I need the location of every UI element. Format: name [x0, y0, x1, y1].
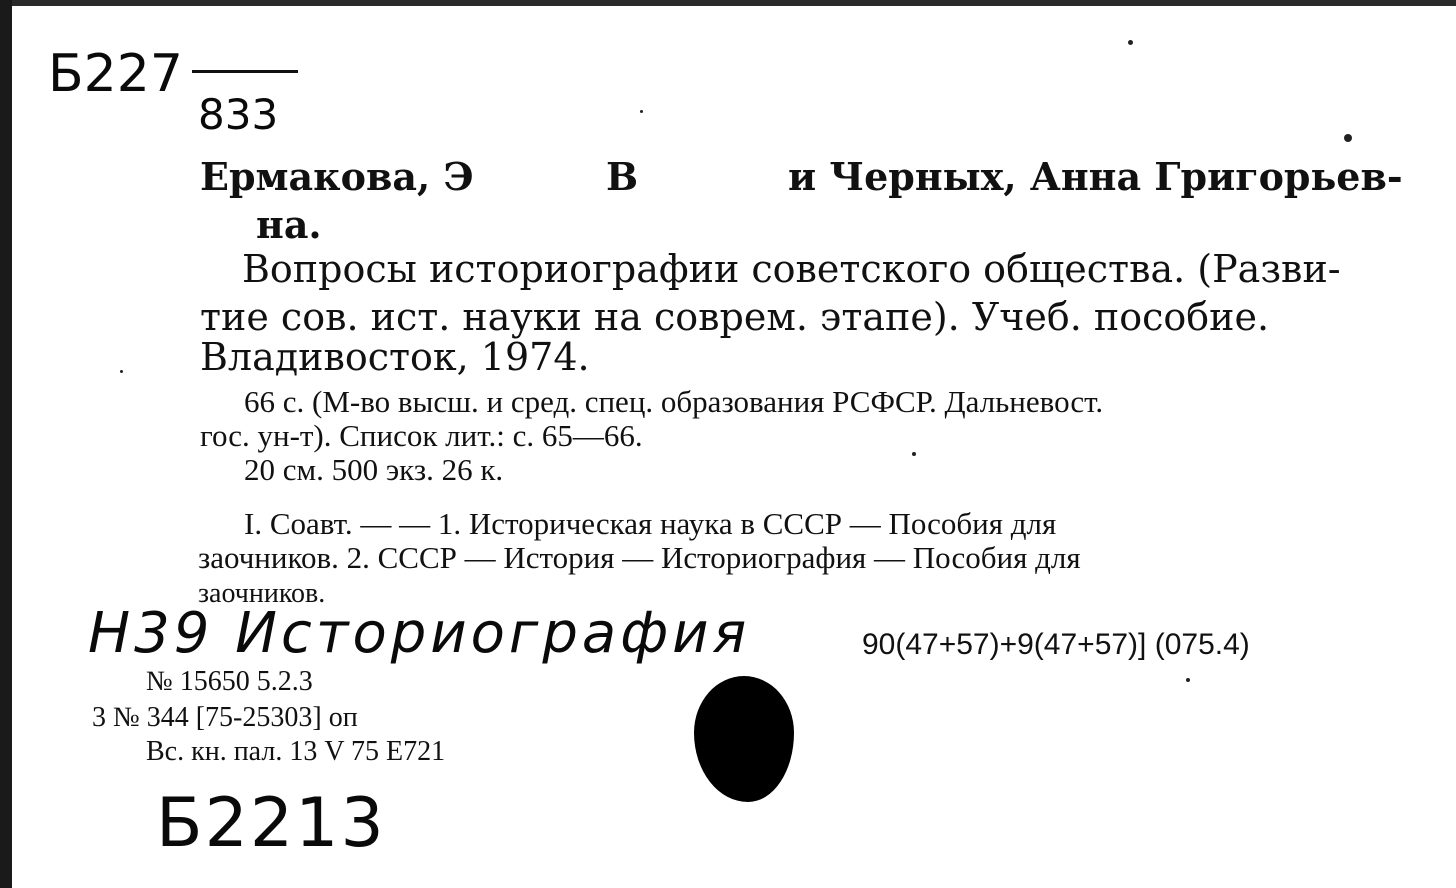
- title-line-2: тие сов. ист. науки на соврем. этапе). Учеб. пособие.: [200, 295, 1270, 339]
- title-line-1: Вопросы историографии советского общества. (Разви-: [242, 247, 1341, 291]
- scan-speck: [1128, 40, 1133, 45]
- scan-speck: [120, 370, 123, 373]
- punch-hole: [694, 676, 794, 802]
- author-initial: В: [606, 154, 639, 199]
- collation-line-2: гос. ун-т). Список лит.: с. 65—66.: [200, 418, 643, 453]
- author-1: Ермакова, Э: [200, 154, 474, 199]
- classification-index: 90(47+57)+9(47+57)] (075.4): [862, 628, 1250, 661]
- shelfmark-rule: [192, 70, 298, 73]
- handwritten-bottom-number: Б2213: [156, 784, 386, 863]
- scan-speck: [640, 110, 643, 113]
- footer-line-3: Вс. кн. пал. 13 V 75 E721: [146, 736, 446, 767]
- shelfmark-top: Б227: [48, 44, 183, 104]
- author-2: и Черных, Анна Григорьев-: [788, 154, 1403, 199]
- shelfmark-bottom: 833: [198, 90, 279, 139]
- scan-speck: [912, 452, 916, 456]
- footer-line-2: 3 № 344 [75-25303] оп: [92, 702, 358, 733]
- author-2-continued: на.: [256, 202, 322, 247]
- footer-line-1: № 15650 5.2.3: [146, 666, 313, 697]
- scan-speck: [1186, 678, 1190, 682]
- title-line-3: Владивосток, 1974.: [200, 335, 590, 379]
- tracings-line-1: I. Соавт. — — 1. Историческая наука в СССР — Пособия для: [244, 506, 1057, 541]
- handwritten-subject: Н39 Историография: [88, 601, 751, 666]
- card-left-edge: [0, 0, 12, 888]
- collation-line-3: 20 см. 500 экз. 26 к.: [244, 452, 504, 487]
- tracings-line-3: заочников.: [198, 578, 326, 609]
- tracings-line-2: заочников. 2. СССР — История — Историография — Пособия для: [198, 540, 1081, 575]
- scan-speck: [1344, 134, 1352, 142]
- collation-line-1: 66 с. (М-во высш. и сред. спец. образования РСФСР. Дальневост.: [244, 384, 1104, 419]
- card-top-edge: [0, 0, 1456, 6]
